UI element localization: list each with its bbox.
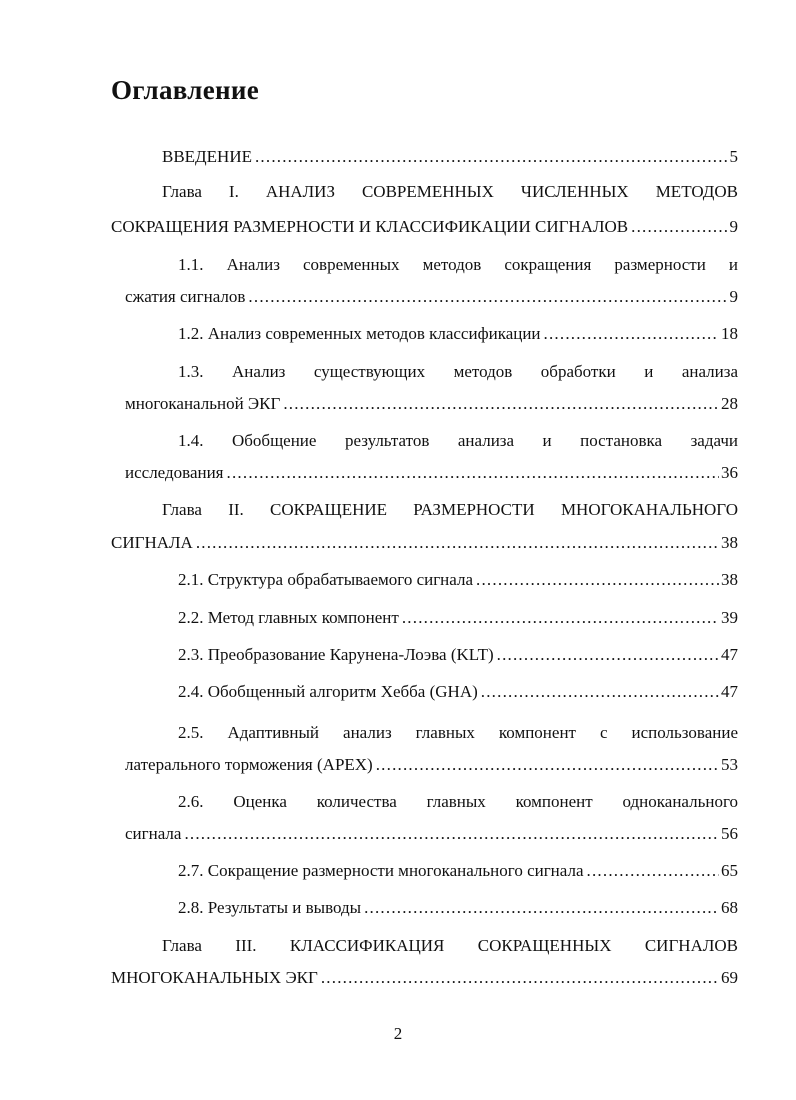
toc-entry-page: 38 bbox=[721, 533, 738, 552]
dot-leader bbox=[255, 145, 728, 169]
toc-entry-label: многоканальной ЭКГ bbox=[125, 394, 281, 413]
toc-entry-first-line: 1.3. Анализ существующих методов обработки и анализа bbox=[178, 362, 738, 381]
dot-leader bbox=[321, 966, 719, 990]
toc-entry-label: СОКРАЩЕНИЯ РАЗМЕРНОСТИ И КЛАССИФИКАЦИИ СИГНАЛОВ bbox=[111, 217, 629, 236]
toc-entry-label: 2.8. Результаты и выводы bbox=[178, 898, 362, 917]
toc-entry-label: латерального торможения (APEX) bbox=[125, 755, 373, 774]
toc-entry-leader-line bbox=[178, 568, 738, 592]
dot-leader bbox=[364, 896, 719, 920]
toc-entry-label: 2.1. Структура обрабатываемого сигнала bbox=[178, 570, 474, 589]
toc-entry-leader-line bbox=[125, 392, 738, 416]
toc-entry-leader-line bbox=[178, 643, 738, 667]
toc-entry-leader-line bbox=[125, 461, 738, 485]
toc-entry-leader-line bbox=[178, 896, 738, 920]
toc-entry-label: ВВЕДЕНИЕ bbox=[162, 147, 252, 166]
toc-entry-leader-line bbox=[178, 606, 738, 630]
dot-leader bbox=[476, 568, 719, 592]
dot-leader bbox=[196, 531, 719, 555]
toc-entry-label: 2.7. Сокращение размерности многоканального сигнала bbox=[178, 861, 584, 880]
toc-entry-leader-line bbox=[125, 753, 738, 777]
dot-leader bbox=[402, 606, 719, 630]
toc-entry-label: исследования bbox=[125, 463, 224, 482]
toc-entry-leader-line bbox=[111, 531, 738, 555]
toc-entry-page: 68 bbox=[721, 898, 738, 917]
toc-entry-page: 28 bbox=[721, 394, 738, 413]
toc-entry-label: 2.2. Метод главных компонент bbox=[178, 608, 399, 627]
dot-leader bbox=[481, 680, 719, 704]
toc-entry-leader-line bbox=[125, 285, 738, 309]
dot-leader bbox=[631, 215, 727, 239]
toc-entry-first-line: Глава III. КЛАССИФИКАЦИЯ СОКРАЩЕННЫХ СИГНАЛОВ bbox=[162, 936, 738, 955]
toc-entry-leader-line bbox=[178, 859, 738, 883]
toc-entry-page: 9 bbox=[729, 287, 738, 306]
toc-entry-page: 9 bbox=[729, 217, 738, 236]
toc-entry-page: 47 bbox=[721, 645, 738, 664]
dot-leader bbox=[248, 285, 727, 309]
toc-entry-leader-line bbox=[111, 215, 738, 239]
toc-entry-page: 36 bbox=[721, 463, 738, 482]
toc-entry-label: 2.3. Преобразование Карунена-Лоэва (KLT) bbox=[178, 645, 494, 664]
page-number: 2 bbox=[393, 1024, 403, 1043]
toc-entry-first-line: 2.6. Оценка количества главных компонент одноканального bbox=[178, 792, 738, 811]
toc-entry-leader-line bbox=[178, 680, 738, 704]
toc-entry-page: 53 bbox=[721, 755, 738, 774]
toc-entry-label: 2.4. Обобщенный алгоритм Хебба (GHA) bbox=[178, 682, 478, 701]
dot-leader bbox=[184, 822, 719, 846]
toc-entry-page: 69 bbox=[721, 968, 738, 987]
dot-leader bbox=[283, 392, 719, 416]
toc-entry-page: 39 bbox=[721, 608, 738, 627]
dot-leader bbox=[376, 753, 719, 777]
toc-entry-leader-line bbox=[178, 322, 738, 346]
toc-entry-page: 38 bbox=[721, 570, 738, 589]
toc-entry-label: сигнала bbox=[125, 824, 182, 843]
toc-entry-page: 5 bbox=[729, 147, 738, 166]
toc-entry-first-line: 2.5. Адаптивный анализ главных компонент с использование bbox=[178, 723, 738, 742]
toc-entry-leader-line bbox=[111, 966, 738, 990]
dot-leader bbox=[497, 643, 719, 667]
toc-entry-label: МНОГОКАНАЛЬНЫХ ЭКГ bbox=[111, 968, 318, 987]
toc-entry-label: сжатия сигналов bbox=[125, 287, 246, 306]
toc-entry-first-line: 1.4. Обобщение результатов анализа и постановка задачи bbox=[178, 431, 738, 450]
toc-entry-leader-line bbox=[125, 822, 738, 846]
toc-entry-page: 18 bbox=[721, 324, 738, 343]
dot-leader bbox=[227, 461, 719, 485]
toc-entry-first-line: Глава II. СОКРАЩЕНИЕ РАЗМЕРНОСТИ МНОГОКАНАЛЬНОГО bbox=[162, 500, 738, 519]
toc-entry-first-line: 1.1. Анализ современных методов сокращения размерности и bbox=[178, 255, 738, 274]
toc-entry-page: 65 bbox=[721, 861, 738, 880]
toc-entry-first-line: Глава I. АНАЛИЗ СОВРЕМЕННЫХ ЧИСЛЕННЫХ МЕТОДОВ bbox=[162, 182, 738, 201]
toc-entry-label: 1.2. Анализ современных методов классификации bbox=[178, 324, 541, 343]
toc-entry-label: СИГНАЛА bbox=[111, 533, 193, 552]
dot-leader bbox=[587, 859, 719, 883]
toc-entry-page: 56 bbox=[721, 824, 738, 843]
toc-entry-page: 47 bbox=[721, 682, 738, 701]
toc-entry-leader-line bbox=[162, 145, 738, 169]
page-title: Оглавление bbox=[111, 75, 259, 105]
dot-leader bbox=[544, 322, 719, 346]
